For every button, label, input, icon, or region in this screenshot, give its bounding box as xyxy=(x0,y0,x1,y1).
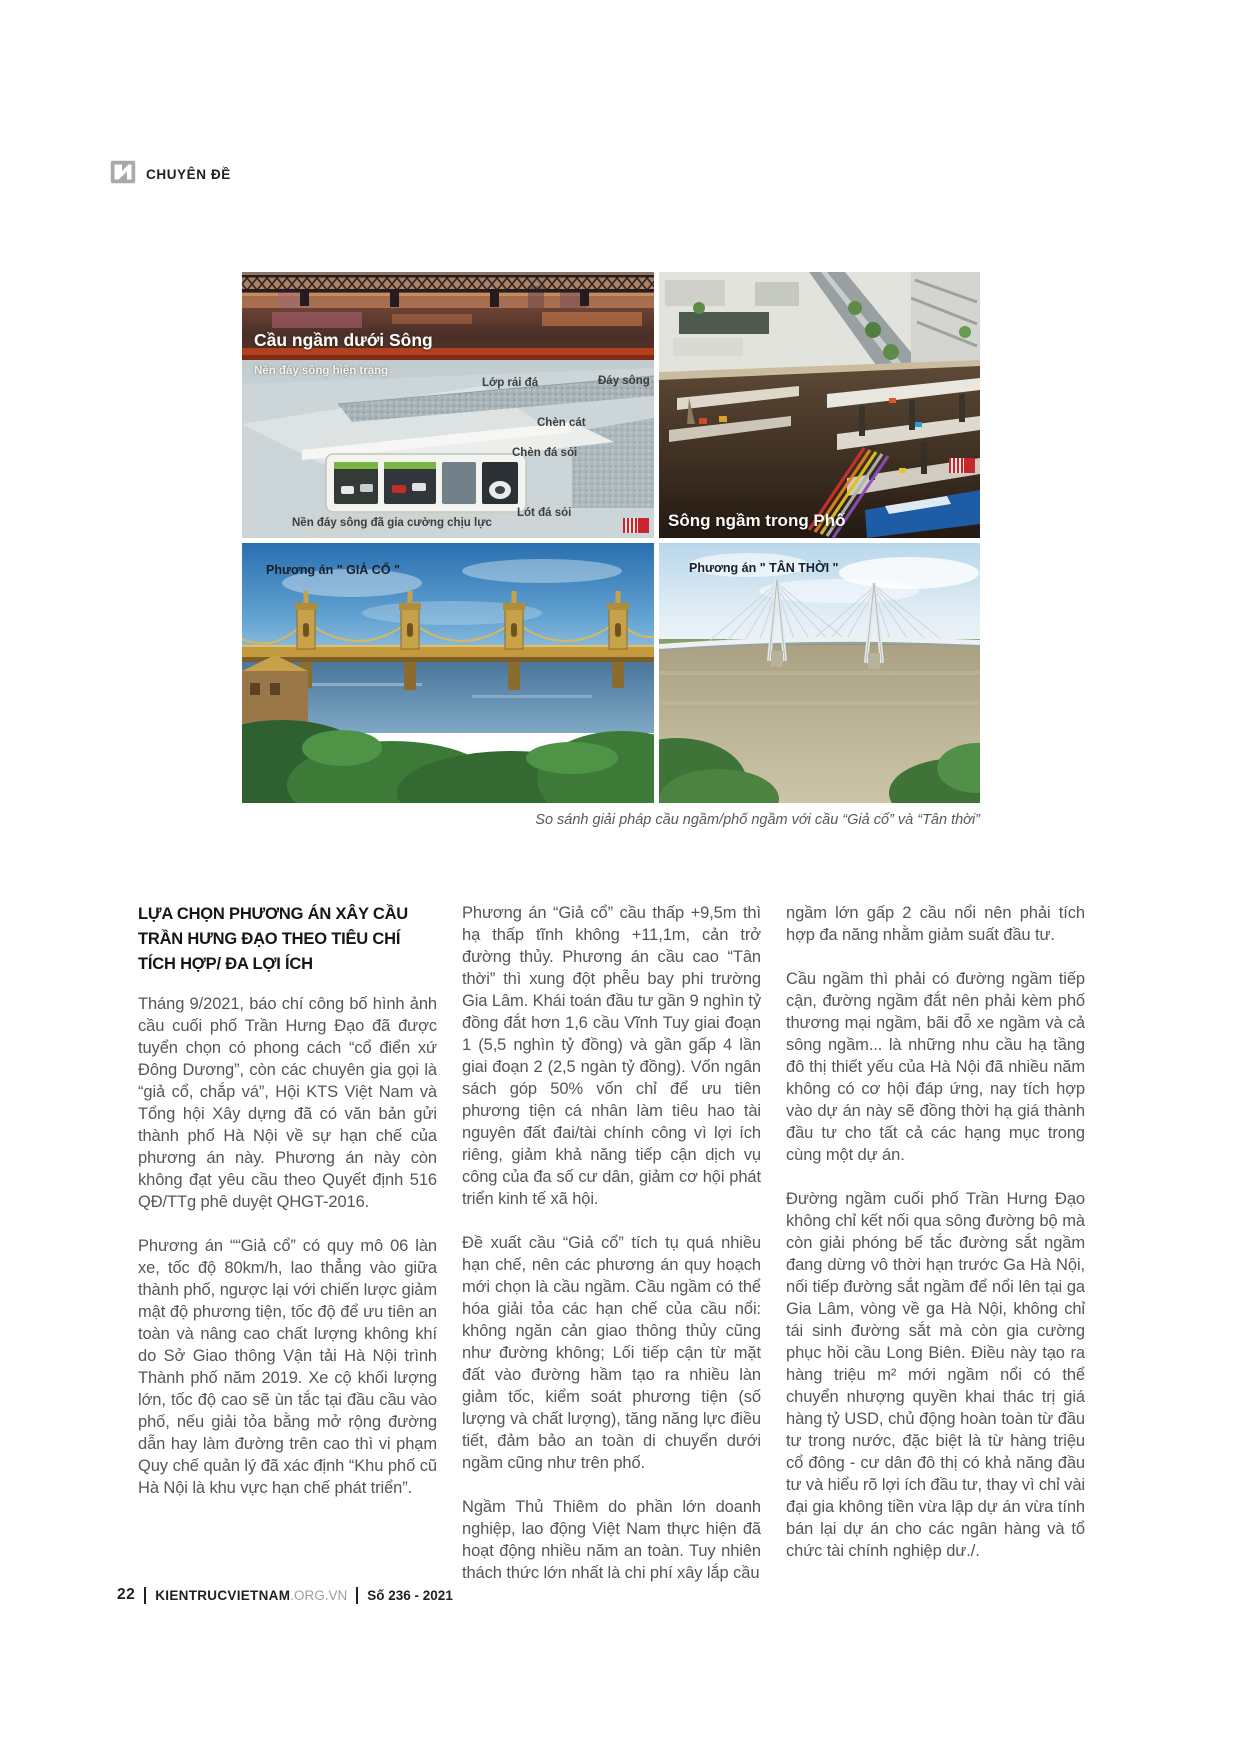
article-paragraph: Phương án “Giả cổ” cầu thấp +9,5m thì hạ thấp tĩnh không +11,1m, cản trở đường thủy. Phương án cầu cao “Tân thời” thì xung đột phễu bay phi trường Gia Lâm. Khái toán đầu tư gần 9 nghìn tỷ đồng đắt hơn 1,6 cầu Vĩnh Tuy giai đoạn 1 (5,5 nghìn tỷ đồng) và gần gấp 4 lần giai đoạn 2 (2,5 ngàn tỷ đồng). Vốn ngân sách góp 50% vốn chỉ để ưu tiên phương tiện cá nhân làm tiêu hao tài nguyên đất đai/tài chính công vì lợi ích riêng, giảm khả năng tiếp cận dịch vụ công của đa số cư dân, giảm cơ hội phát triển kinh tế xã hội. xyxy=(462,904,761,1208)
footer-page-number: 22 xyxy=(117,1586,136,1603)
section-header xyxy=(110,160,231,189)
article-heading: LỰA CHỌN PHƯƠNG ÁN XÂY CẦU TRẦN HƯNG ĐẠO THEO TIÊU CHÍ TÍCH HỢP/ ĐA LỢI ÍCH xyxy=(138,905,409,973)
underwater-bridge-illustration xyxy=(242,272,654,538)
section-label: CHUYÊN ĐỀ xyxy=(146,167,231,182)
figure-panel-modern-option xyxy=(659,543,980,803)
article-paragraph: ngầm lớn gấp 2 cầu nổi nên phải tích hợp đa năng nhằm giảm suất đầu tư. xyxy=(786,904,1085,944)
figure-panel-underground-river xyxy=(659,272,980,538)
press-watermark-icon xyxy=(949,458,975,473)
panel-title-modern-option: Phương án " TÂN THỜI " xyxy=(689,561,839,575)
article-column-1 xyxy=(138,902,437,1606)
diagram-label-sand-fill: Chèn cát xyxy=(537,417,586,429)
panel-title-underwater-bridge: Cầu ngầm dưới Sông xyxy=(254,330,433,350)
diagram-label-reinforced-bed: Nền đáy sông đã gia cường chịu lực xyxy=(292,517,492,529)
panel-title-classic-option: Phương án " GIẢ CỔ " xyxy=(266,563,400,577)
figure-grid xyxy=(242,272,980,803)
article-paragraph: Đường ngầm cuối phố Trần Hưng Đạo không chỉ kết nối qua sông đường bộ mà còn giải phóng bế tắc đường sắt ngầm đang dừng vô thời hạn trước Ga Hà Nội, nối tiếp đường sắt ngầm để nổi lên tại ga Gia Lâm, vòng về ga Hà Nội, không chỉ tái sinh đường sắt mà còn gia cường phục hồi cầu Long Biên. Điều này tạo ra hàng triệu m² mới ngầm nổi có thể chuyển nhượng quyền khai thác trị giá hàng tỷ USD, chủ động hoàn toàn từ đầu tư trong nước, đặc biệt là từ hàng triệu cổ đông - cư dân đô thị có khả năng đầu tư và hiểu rõ lợi ích đầu tư, thay vì chỉ vài đại gia không tiền vừa lập dự án vừa tính bán lại dự án cho các ngân hàng và tổ chức tài chính nghiệp dư./. xyxy=(786,1190,1085,1560)
diagram-label-stone-layer: Lớp rải đá xyxy=(482,377,539,389)
footer-issue: Số 236 - 2021 xyxy=(367,1587,453,1603)
footer-separator xyxy=(356,1587,358,1604)
figure-panel-underwater-bridge xyxy=(242,272,654,538)
article-paragraph: Phương án ““Giả cổ” có quy mô 06 làn xe, tốc độ 80km/h, lao thẳng vào giữa thành phố, ngược lại với chiến lược giảm mật độ phương tiện, tốc độ để ưu tiên an toàn và nâng cao chất lượng không khí do Sở Giao thông Vận tải Hà Nội trình Thành phố năm 2019. Xe cộ khối lượng lớn, tốc độ cao sẽ ùn tắc tại đầu cầu vào phố, nếu giải tỏa bằng mở rộng đường dẫn hay làm đường trên cao thì vi phạm Quy chế quản lý đã xác định “Khu phố cũ Hà Nội là khu vực hạn chế phát triển”. xyxy=(138,1237,437,1497)
diagram-label-existing-riverbed: Nền đáy sông hiện trạng xyxy=(254,365,389,377)
diagram-label-gravel-fill: Chèn đá sỏi xyxy=(512,447,578,459)
press-watermark-icon xyxy=(623,518,649,533)
article-paragraph: Đề xuất cầu “Giả cổ” tích tụ quá nhiều hạn chế, nên các phương án quy hoạch mới chọn là cầu ngầm. Cầu ngầm có thể hóa giải tỏa các hạn chế của cầu nổi: không ngăn cản giao thông thủy cũng như đường không; Lối tiếp cận từ mặt đất vào đường hầm tạo ra nhiều làn giảm tốc, kiểm soát phương tiện (số lượng và chất lượng), tăng năng lực điều tiết, đảm bảo an toàn di chuyển dưới ngầm cũng như trên phố. xyxy=(462,1234,761,1472)
footer-site xyxy=(155,1588,347,1603)
article xyxy=(138,902,1085,1606)
footer-site-name: KIENTRUCVIETNAM xyxy=(155,1587,291,1603)
article-paragraph: Tháng 9/2021, báo chí công bố hình ảnh cầu cuối phố Trần Hưng Đạo đã được tuyển chọn có phong cách “cổ điển xứ Đông Dương”, còn các chuyên gia gọi là “giả cổ, chắp vá”, Hội KTS Việt Nam và Tổng hội Xây dựng đã có văn bản gửi thành phố Hà Nội về sự hạn chế của phương án này. Phương án này còn không đạt yêu cầu theo Quyết định 516 QĐ/TTg phê duyệt QHGT-2016. xyxy=(138,995,437,1211)
figure-caption: So sánh giải pháp cầu ngầm/phố ngầm với cầu “Giả cổ” và “Tân thời” xyxy=(535,812,980,828)
footer-site-suffix: .ORG.VN xyxy=(290,1587,348,1603)
panel-title-underground-river: Sông ngầm trong Phố xyxy=(668,511,846,530)
article-column-3 xyxy=(786,902,1085,1606)
kientruc-logo-icon xyxy=(110,160,136,189)
diagram-label-riverbed: Đáy sông xyxy=(598,375,650,387)
article-paragraph: Ngầm Thủ Thiêm do phần lớn doanh nghiệp, lao động Việt Nam thực hiện đã hoạt động nhiều năm an toàn. Tuy nhiên thách thức lớn nhất là chi phí xây lắp cầu xyxy=(462,1498,761,1582)
diagram-label-gravel-lining: Lót đá sỏi xyxy=(517,507,572,519)
article-paragraph: Cầu ngầm thì phải có đường ngầm tiếp cận, đường ngầm đắt nên phải kèm phố thương mại ngầm, bãi đỗ xe ngầm và cả sông ngầm... là những nhu cầu hạ tầng đô thị thiết yếu của Hà Nội đã nhiều năm không có cơ hội đáp ứng, nay tích hợp vào dự án này sẽ đồng thời hạ giá thành đầu tư cho tất cả các hạng mục trong cùng một dự án. xyxy=(786,970,1085,1164)
article-column-2 xyxy=(462,902,761,1606)
underground-river-illustration xyxy=(659,272,980,538)
modern-bridge-illustration xyxy=(659,543,980,803)
page-footer xyxy=(117,1586,453,1604)
figure-panel-classic-option xyxy=(242,543,654,803)
footer-separator xyxy=(144,1587,146,1604)
classic-bridge-illustration xyxy=(242,543,654,803)
